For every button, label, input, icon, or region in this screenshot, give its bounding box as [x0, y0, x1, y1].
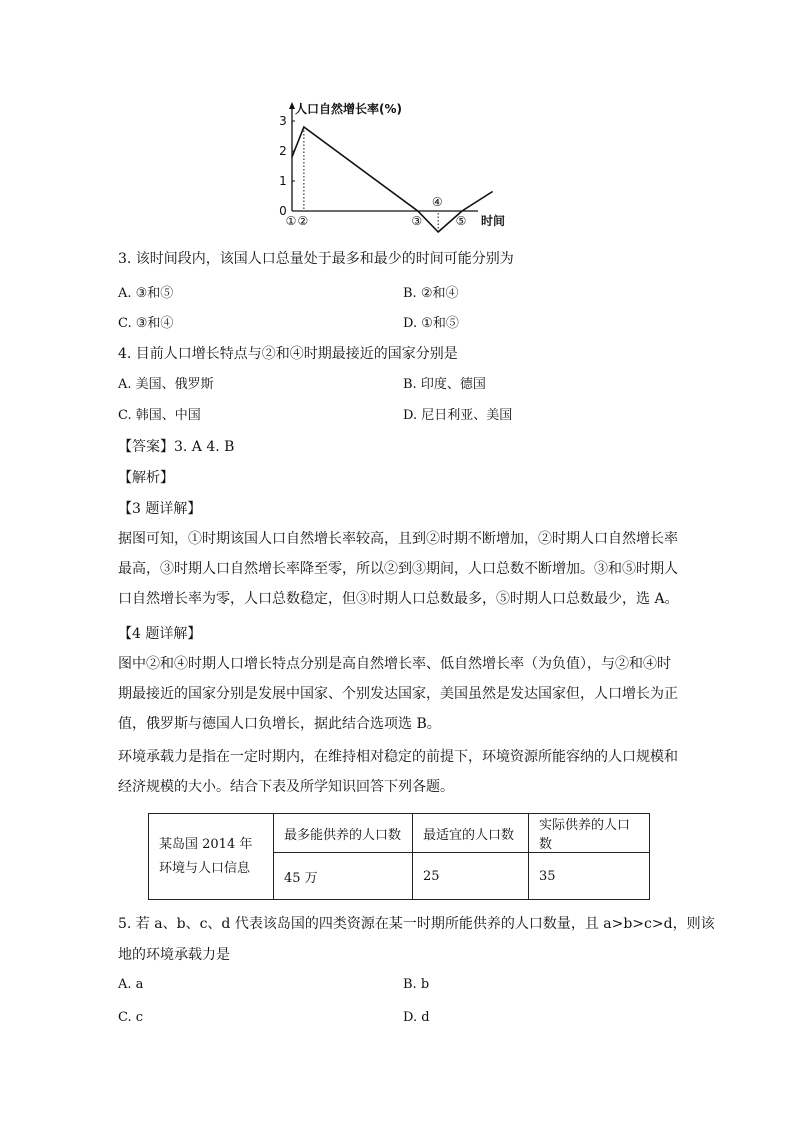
column-header: 最多能供养的人口数: [274, 814, 413, 853]
q4-option-a: A. 美国、俄罗斯: [118, 377, 214, 392]
point-label: ④: [431, 195, 443, 209]
row-header-cell: [149, 814, 274, 900]
detail3-line: 口自然增长率为零，人口总数稳定，但③时期人口总数最多，⑤时期人口总数最少，选 A。: [118, 591, 679, 607]
column-header: 实际供养的人口数: [529, 814, 650, 853]
detail3-heading: 【3 题详解】: [118, 501, 202, 517]
q3-stem: 3. 该时间段内，该国人口总量处于最多和最少的时间可能分别为: [118, 251, 514, 267]
y-tick-label: 3: [279, 114, 287, 128]
row-header-line: 环境与人口信息: [159, 860, 251, 876]
point-label: ①: [285, 214, 297, 228]
point-label: ②: [297, 214, 309, 228]
environment-population-table: [148, 813, 650, 900]
q3-option-a: A. ③和⑤: [118, 286, 174, 301]
row-header-line: 某岛国 2014 年: [159, 836, 253, 852]
detail3-line: 据图可知，①时期该国人口自然增长率较高，且到②时期不断增加，②时期人口自然增长率: [118, 531, 678, 547]
detail4-line: 图中②和④时期人口增长特点分别是高自然增长率、低自然增长率（为负值），与②和④时: [118, 656, 671, 672]
q5-option-c: C. c: [118, 1010, 144, 1025]
y-tick-label: 1: [279, 174, 287, 188]
q5-option-b: B. b: [403, 977, 430, 992]
q5-option-a: A. a: [118, 977, 144, 992]
q5-stem-line: 5. 若 a、b、c、d 代表该岛国的四类资源在某一时期所能供养的人口数量，且 a>b>c>d，则该: [118, 916, 715, 932]
table-cell: 35: [529, 853, 650, 900]
chart-title: 人口自然增长率(%): [295, 102, 402, 116]
detail4-line: 期最接近的国家分别是发展中国家、个别发达国家，美国虽然是发达国家但，人口增长为正: [118, 686, 678, 702]
table-cell: 45 万: [274, 853, 413, 900]
q5-stem-line: 地的环境承载力是: [118, 947, 230, 963]
q4-option-b: B. 印度、德国: [403, 377, 486, 392]
q3-option-c: C. ③和④: [118, 316, 174, 331]
table-cell: 25: [413, 853, 529, 900]
detail3-line: 最高，③时期人口自然增长率降至零，所以②到③期间，人口总数不断增加。③和⑤时期人: [118, 561, 678, 577]
detail4-heading: 【4 题详解】: [118, 626, 202, 642]
detail3-paragraph: [118, 524, 678, 614]
y-tick-label: 0: [279, 204, 287, 218]
q4-stem: 4. 目前人口增长特点与②和④时期最接近的国家分别是: [118, 346, 458, 362]
point-label: ⑤: [455, 214, 467, 228]
intro-paragraph: [118, 742, 678, 802]
y-tick-label: 2: [279, 144, 287, 158]
point-label: ③: [411, 214, 423, 228]
chart-svg: [278, 98, 518, 233]
growth-rate-chart: [278, 98, 518, 233]
q3-option-d: D. ①和⑤: [403, 316, 459, 331]
q4-option-c: C. 韩国、中国: [118, 408, 201, 423]
q3-option-b: B. ②和④: [403, 286, 459, 301]
intro-line: 经济规模的大小。结合下表及所学知识回答下列各题。: [118, 779, 454, 795]
q5-option-d: D. d: [403, 1010, 430, 1025]
column-header: 最适宜的人口数: [413, 814, 529, 853]
x-axis-label: 时间: [481, 214, 506, 228]
detail4-line: 值，俄罗斯与德国人口负增长，据此结合选项选 B。: [118, 716, 441, 732]
answer-line: 【答案】3. A 4. B: [118, 439, 235, 455]
q4-option-d: D. 尼日利亚、美国: [403, 408, 513, 423]
table-row: [149, 814, 650, 853]
analysis-heading: 【解析】: [118, 470, 174, 486]
detail4-paragraph: [118, 649, 678, 739]
intro-line: 环境承载力是指在一定时期内，在维持相对稳定的前提下，环境资源所能容纳的人口规模和: [118, 749, 678, 765]
